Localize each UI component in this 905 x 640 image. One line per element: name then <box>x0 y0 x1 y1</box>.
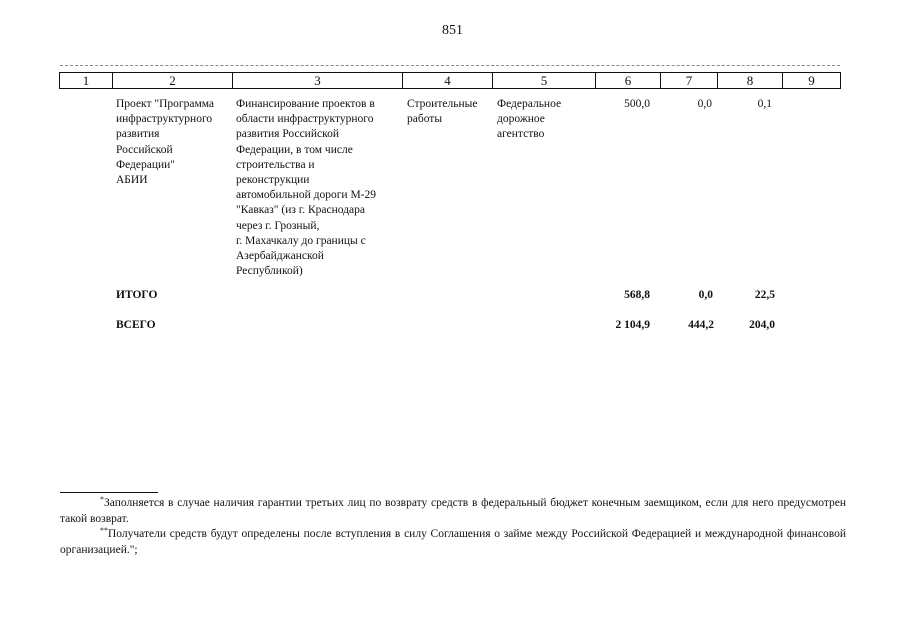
header-col-1: 1 <box>82 73 90 88</box>
total-col6: 568,8 <box>624 289 650 301</box>
footnote-1 <box>60 496 846 527</box>
row-project-name: Проект "Программа инфраструктурного развития Российской Федерации" АБИИ <box>116 98 215 187</box>
header-col-7: 7 <box>660 73 717 88</box>
total-col8: 22,5 <box>754 289 775 301</box>
footnote-2-text: Получатели средств будут определены после вступления в силу Соглашения о займе между Российской Федерацией и международной финансовой организацией."; <box>60 528 846 556</box>
table-header-row <box>59 72 841 89</box>
footnote-1-mark: * <box>100 495 104 504</box>
top-dashed-rule <box>60 65 840 66</box>
header-col-9: 9 <box>782 73 840 88</box>
header-col-6: 6 <box>595 73 660 88</box>
grand-total-col8: 204,0 <box>749 319 775 331</box>
row-value-col7: 0,0 <box>697 98 712 110</box>
footnote-2 <box>60 527 846 558</box>
row-value-col8: 0,1 <box>757 98 772 110</box>
footnote-2-mark: ** <box>100 526 108 535</box>
row-agency: Федеральное дорожное агентство <box>497 98 562 141</box>
page-number: 851 <box>442 23 463 38</box>
grand-total-col7: 444,2 <box>688 319 714 331</box>
header-col-4: 4 <box>402 73 492 88</box>
row-value-col6: 500,0 <box>624 98 650 110</box>
footnote-1-text: Заполняется в случае наличия гарантии третьих лиц по возврату средств в федеральный бюджет конечным заемщиком, если для него предусмотрен такой возврат. <box>60 497 846 525</box>
header-col-3: 3 <box>232 73 402 88</box>
total-label: ИТОГО <box>116 289 158 301</box>
header-col-8: 8 <box>717 73 782 88</box>
header-col-2: 2 <box>112 73 232 88</box>
row-work-type: Строительные работы <box>407 98 478 126</box>
row-description: Финансирование проектов в области инфраструктурного развития Российской Федерации, в том числе строительства и реконструкции автомобильной дороги М-29 "Кавказ" (из г. Краснодара через г. Грозный, г. Махачкалу до границы с Азербайджанской Республикой) <box>236 98 377 278</box>
total-col7: 0,0 <box>698 289 713 301</box>
grand-total-label: ВСЕГО <box>116 319 156 331</box>
footnote-rule <box>60 492 158 493</box>
grand-total-col6: 2 104,9 <box>615 319 650 331</box>
header-col-5: 5 <box>492 73 595 88</box>
